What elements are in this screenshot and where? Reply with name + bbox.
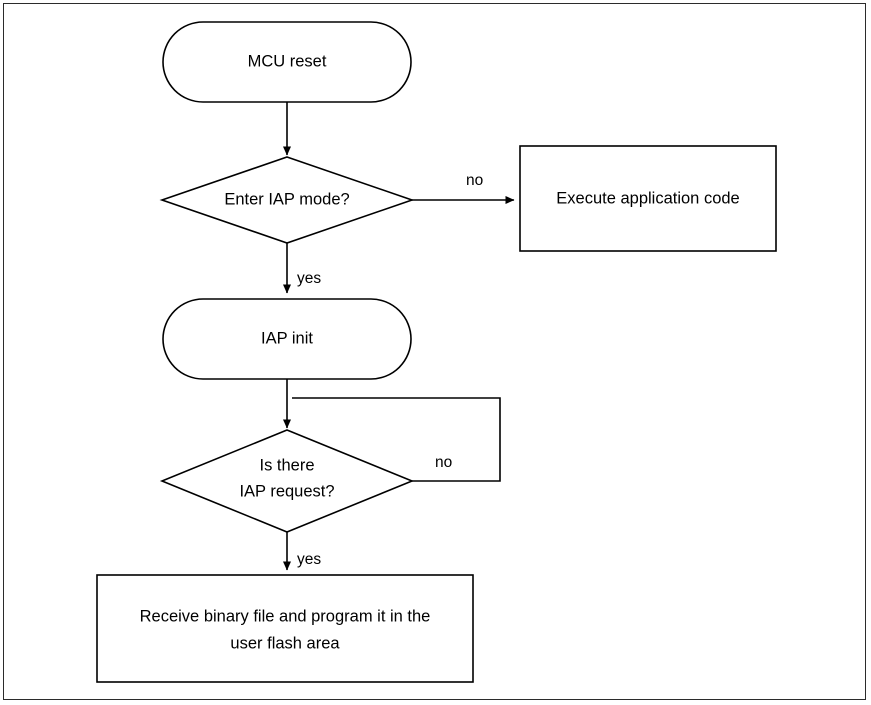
node-iap-init-label: IAP init	[261, 329, 313, 348]
edge-label-iap-request-no: no	[435, 454, 453, 472]
node-execute-application-code-label: Execute application code	[556, 189, 740, 208]
edge-label-enter-iap-yes: yes	[297, 270, 322, 288]
node-iap-request-label-line1: Is there	[259, 456, 315, 475]
node-enter-iap-label: Enter IAP mode?	[224, 190, 350, 209]
edge-label-iap-request-yes: yes	[297, 551, 322, 569]
node-iap-request-decision	[162, 430, 412, 532]
node-receive-binary	[97, 575, 473, 682]
edge-label-enter-iap-no: no	[466, 172, 484, 190]
node-receive-binary-label-line2: user flash area	[230, 634, 340, 653]
node-iap-request-label-line2: IAP request?	[239, 482, 335, 501]
node-mcu-reset-label: MCU reset	[247, 52, 327, 71]
node-receive-binary-label-line1: Receive binary file and program it in the	[139, 607, 431, 626]
